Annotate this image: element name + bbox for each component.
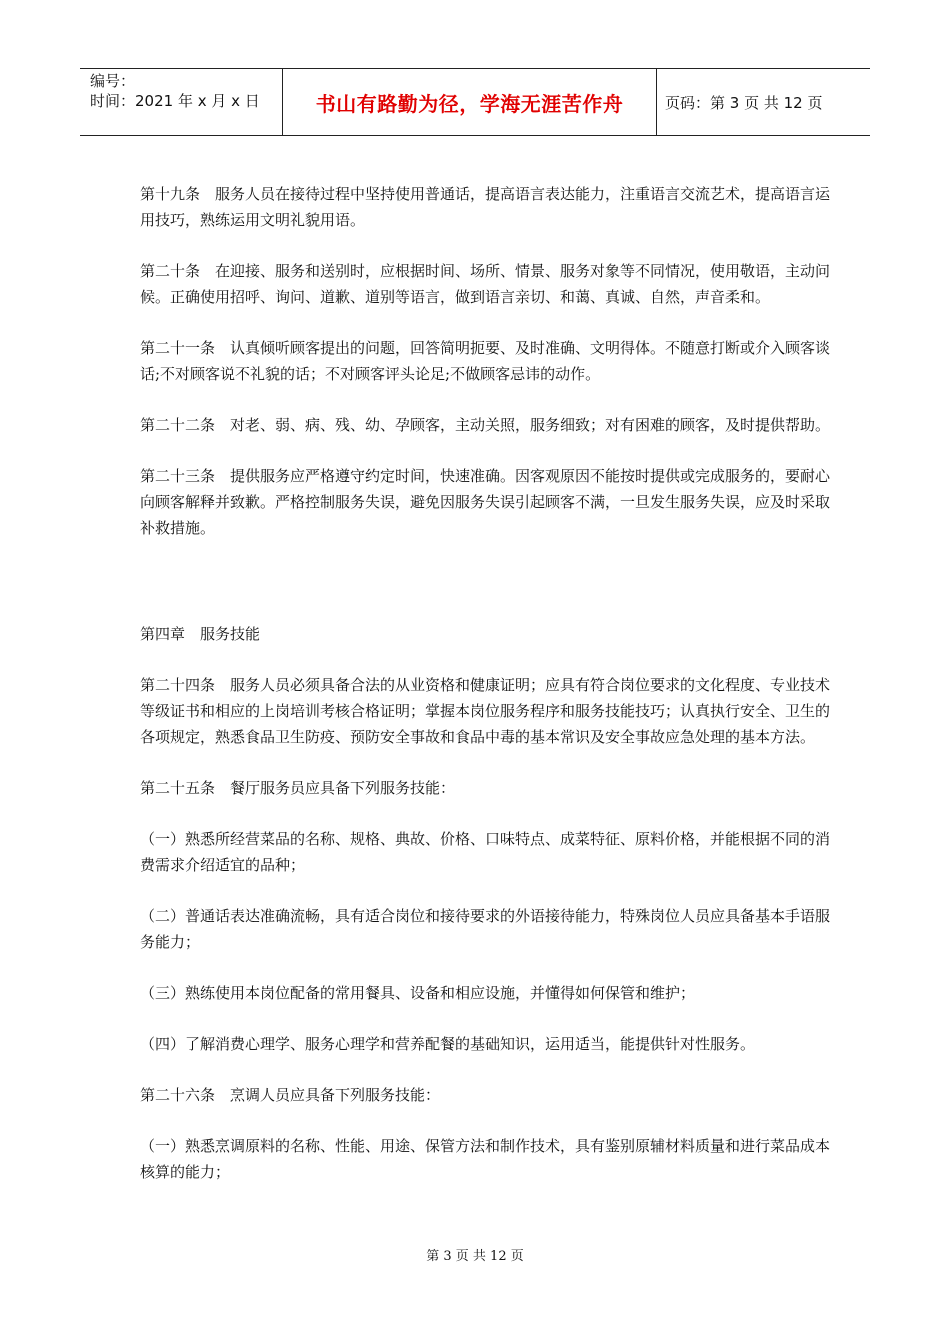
article-25-item-3: （三）熟练使用本岗位配备的常用餐具、设备和相应设施，并懂得如何保管和维护； bbox=[140, 984, 696, 1002]
article-25-item-1: （一）熟悉所经营菜品的名称、规格、典故、价格、口味特点、成菜特征、原料价格，并能根据不同的消费需求介绍适宜的品种； bbox=[140, 830, 831, 874]
article-23: 第二十三条 提供服务应严格遵守约定时间，快速准确。因客观原因不能按时提供或完成服务的，要耐心向顾客解释并致歉。严格控制服务失误，避免因服务失误引起顾客不满，一旦发生服务失误，应及时采取补救措施。 bbox=[140, 467, 831, 537]
header-info-cell bbox=[80, 69, 282, 135]
article-26: 第二十六条 烹调人员应具备下列服务技能： bbox=[140, 1086, 441, 1104]
motto-text: 书山有路勤为径，学海无涯苦作舟 bbox=[315, 91, 624, 116]
article-21: 第二十一条 认真倾听顾客提出的问题，回答简明扼要、及时准确、文明得体。不随意打断或介入顾客谈话;不对顾客说不礼貌的话；不对顾客评头论足;不做顾客忌讳的动作。 bbox=[140, 339, 831, 383]
article-25-item-2: （二）普通话表达准确流畅，具有适合岗位和接待要求的外语接待能力，特殊岗位人员应具备基本手语服务能力； bbox=[140, 907, 831, 951]
article-20: 第二十条 在迎接、服务和送别时，应根据时间、场所、情景、服务对象等不同情况，使用敬语，主动问候。正确使用招呼、询问、道歉、道别等语言，做到语言亲切、和蔼、真诚、自然，声音柔和。 bbox=[140, 262, 831, 306]
chapter-heading: 第四章 服务技能 bbox=[140, 625, 261, 643]
page-footer: 第 3 页 共 12 页 bbox=[426, 1249, 524, 1264]
article-25: 第二十五条 餐厅服务员应具备下列服务技能： bbox=[140, 779, 456, 797]
number-label: 编号： bbox=[90, 72, 136, 90]
date-label: 时间：2021 年 x 月 x 日 bbox=[90, 92, 260, 110]
page-code: 页码：第 3 页 共 12 页 bbox=[665, 93, 823, 112]
document-body bbox=[140, 181, 830, 1185]
header-motto-cell bbox=[282, 69, 657, 135]
article-26-item-1: （一）熟悉烹调原料的名称、性能、用途、保管方法和制作技术，具有鉴别原辅材料质量和进行菜品成本核算的能力； bbox=[140, 1137, 831, 1181]
article-22: 第二十二条 对老、弱、病、残、幼、孕顾客，主动关照，服务细致；对有困难的顾客，及时提供帮助。 bbox=[140, 416, 831, 434]
header-page-cell bbox=[657, 69, 870, 135]
article-25-item-4: （四）了解消费心理学、服务心理学和营养配餐的基础知识，运用适当，能提供针对性服务。 bbox=[140, 1035, 756, 1053]
article-24: 第二十四条 服务人员必须具备合法的从业资格和健康证明；应具有符合岗位要求的文化程度、专业技术等级证书和相应的上岗培训考核合格证明；掌握本岗位服务程序和服务技能技巧；认真执行安全、卫生的各项规定，熟悉食品卫生防疫、预防安全事故和食品中毒的基本常识及安全事故应急处理的基本方法。 bbox=[140, 676, 831, 746]
article-19: 第十九条 服务人员在接待过程中坚持使用普通话，提高语言表达能力，注重语言交流艺术，提高语言运用技巧，熟练运用文明礼貌用语。 bbox=[140, 185, 831, 229]
document-header bbox=[80, 68, 870, 136]
